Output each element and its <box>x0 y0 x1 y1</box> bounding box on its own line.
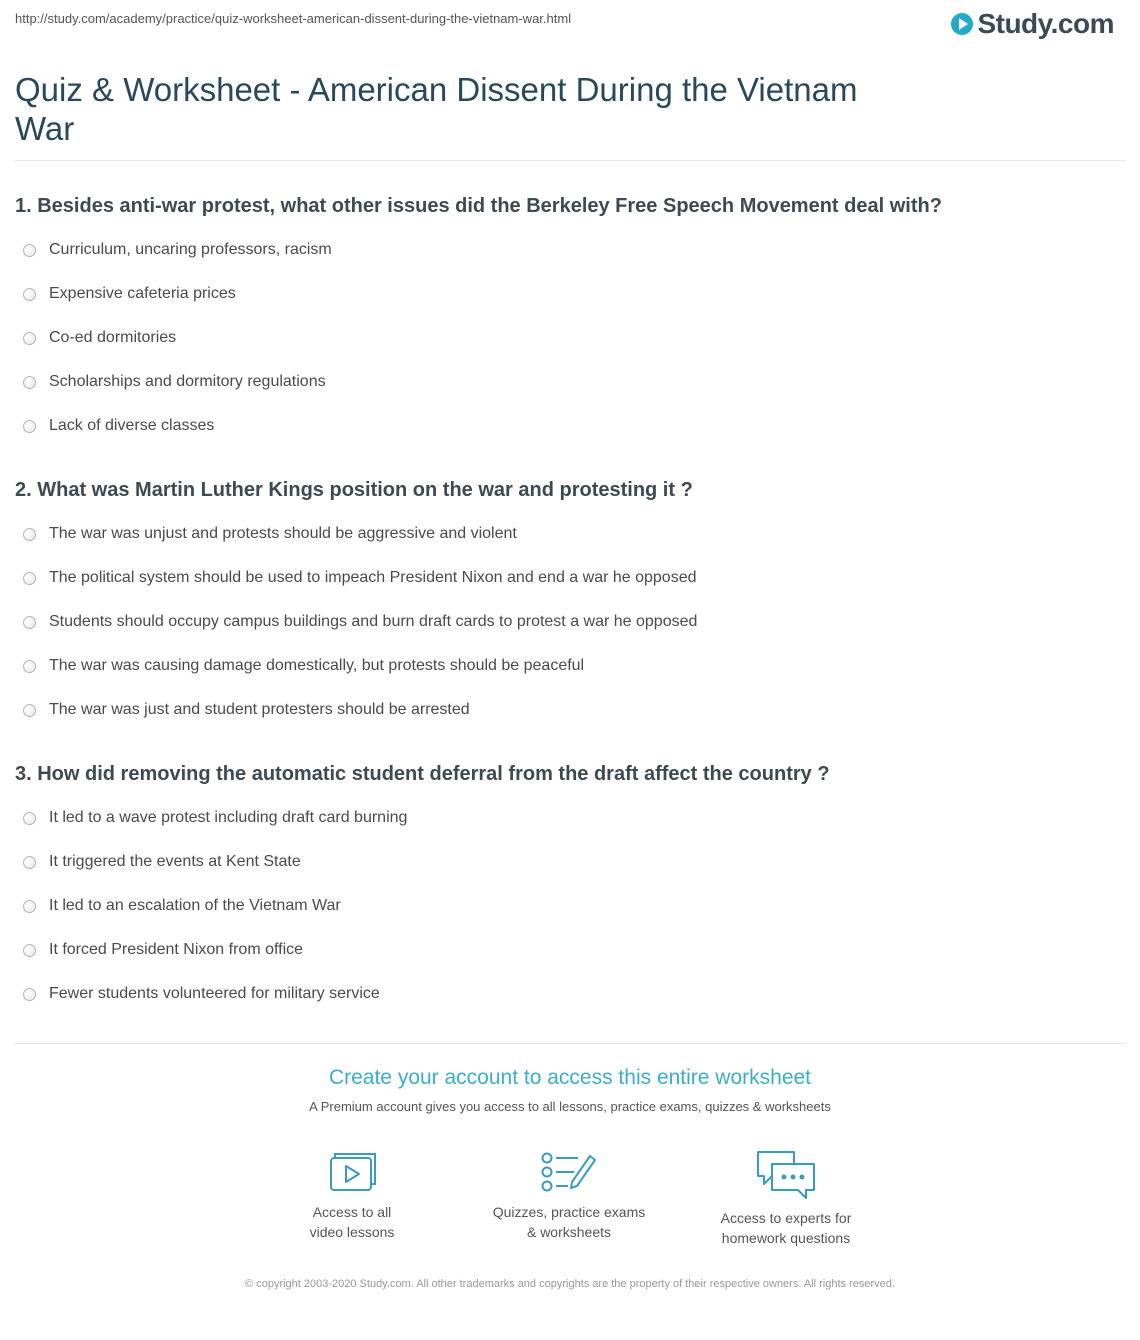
answer-option[interactable] <box>15 928 1125 972</box>
option-label: It triggered the events at Kent State <box>49 853 301 870</box>
feature-label: Access to all video lessons <box>309 1204 395 1240</box>
radio-button[interactable] <box>23 988 36 1001</box>
question-text: 3. How did removing the automatic student deferral from the draft affect the country ? <box>15 763 830 785</box>
question-text: 1. Besides anti-war protest, what other issues did the Berkeley Free Speech Movement deal with? <box>15 195 942 217</box>
page-url: http://study.com/academy/practice/quiz-worksheet-american-dissent-during-the-vietnam-war.html <box>15 11 572 26</box>
answer-option[interactable] <box>15 688 1125 732</box>
option-label: Students should occupy campus buildings and burn draft cards to protest a war he opposed <box>49 613 698 630</box>
answer-option[interactable] <box>15 644 1125 688</box>
option-label: Expensive cafeteria prices <box>49 285 236 302</box>
radio-button[interactable] <box>23 572 36 585</box>
answer-option[interactable] <box>15 972 1125 1016</box>
radio-button[interactable] <box>23 376 36 389</box>
answer-option[interactable] <box>15 228 1125 272</box>
option-label: The war was unjust and protests should be aggressive and violent <box>49 525 517 542</box>
divider <box>15 160 1125 161</box>
option-label: The war was just and student protesters should be arrested <box>49 701 470 718</box>
radio-button[interactable] <box>23 856 36 869</box>
answer-option[interactable] <box>15 404 1125 448</box>
cta-title[interactable]: Create your account to access this entire worksheet <box>328 1066 812 1089</box>
feature-label: Access to experts for homework questions <box>720 1210 852 1246</box>
feature-experts <box>686 1150 886 1248</box>
feature-quizzes <box>469 1150 669 1242</box>
radio-button[interactable] <box>23 900 36 913</box>
answer-option[interactable] <box>15 360 1125 404</box>
radio-button[interactable] <box>23 288 36 301</box>
feature-label: Quizzes, practice exams & worksheets <box>492 1204 646 1240</box>
option-label: Co-ed dormitories <box>49 329 177 346</box>
signup-cta <box>0 1066 1140 1114</box>
radio-button[interactable] <box>23 244 36 257</box>
option-label: Curriculum, uncaring professors, racism <box>49 241 332 258</box>
logo-text: Study.com <box>977 8 1114 39</box>
feature-video-lessons <box>252 1150 452 1242</box>
radio-button[interactable] <box>23 660 36 673</box>
page-title: Quiz & Worksheet - American Dissent During the Vietnam War <box>15 71 858 147</box>
option-label: It forced President Nixon from office <box>49 941 304 958</box>
radio-button[interactable] <box>23 944 36 957</box>
option-label: Lack of diverse classes <box>49 417 215 434</box>
option-label: Scholarships and dormitory regulations <box>49 373 326 390</box>
study-logo[interactable] <box>951 8 1114 40</box>
answer-option[interactable] <box>15 556 1125 600</box>
radio-button[interactable] <box>23 528 36 541</box>
question-text: 2. What was Martin Luther Kings position on the war and protesting it ? <box>15 479 693 501</box>
play-logo-icon <box>951 13 973 35</box>
radio-button[interactable] <box>23 812 36 825</box>
option-label: The political system should be used to impeach President Nixon and end a war he opposed <box>49 569 697 586</box>
answer-option[interactable] <box>15 796 1125 840</box>
option-label: It led to an escalation of the Vietnam War <box>49 897 341 914</box>
cta-subtitle: A Premium account gives you access to all lessons, practice exams, quizzes & worksheets <box>309 1099 831 1114</box>
radio-button[interactable] <box>23 704 36 717</box>
copyright-text: © copyright 2003-2020 Study.com. All other trademarks and copyrights are the property of their respective owners. All rights reserved. <box>245 1278 895 1290</box>
answer-option[interactable] <box>15 884 1125 928</box>
chat-bubbles-icon <box>754 1150 818 1200</box>
answer-option[interactable] <box>15 316 1125 360</box>
video-lesson-icon <box>326 1150 378 1194</box>
option-label: It led to a wave protest including draft card burning <box>49 809 408 826</box>
radio-button[interactable] <box>23 616 36 629</box>
answer-option[interactable] <box>15 512 1125 556</box>
answer-option[interactable] <box>15 600 1125 644</box>
radio-button[interactable] <box>23 420 36 433</box>
divider <box>15 1043 1125 1044</box>
radio-button[interactable] <box>23 332 36 345</box>
quiz-checklist-icon <box>540 1150 598 1194</box>
option-label: Fewer students volunteered for military service <box>49 985 380 1002</box>
question-1 <box>15 194 1125 448</box>
answer-option[interactable] <box>15 272 1125 316</box>
option-label: The war was causing damage domestically, but protests should be peaceful <box>49 657 585 674</box>
question-2 <box>15 478 1125 732</box>
answer-option[interactable] <box>15 840 1125 884</box>
question-3 <box>15 762 1125 1016</box>
